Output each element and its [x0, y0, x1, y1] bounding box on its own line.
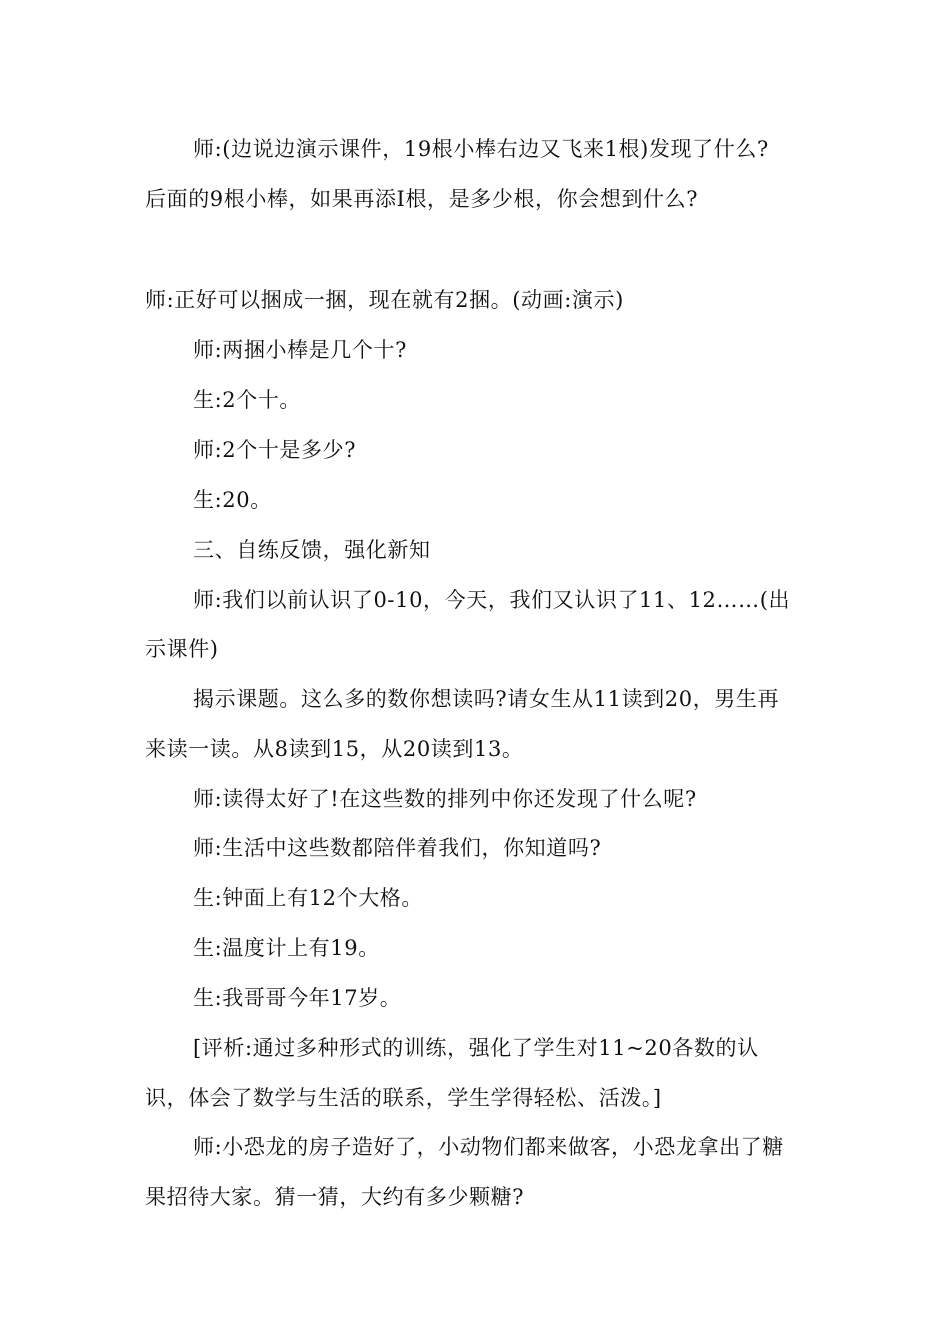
- paragraph-line: 师:正好可以捆成一捆，现在就有2捆。(动画:演示): [145, 288, 624, 312]
- paragraph-line: 生:2个十。: [193, 388, 302, 412]
- paragraph-line: 师:两捆小棒是几个十?: [193, 338, 407, 362]
- paragraph-line: 师:2个十是多少?: [193, 438, 357, 462]
- paragraph-line: 生:温度计上有19。: [193, 936, 380, 960]
- paragraph-line: 师:生活中这些数都陪伴着我们，你知道吗?: [193, 836, 602, 860]
- paragraph-line: 果招待大家。猜一猜，大约有多少颗糖?: [145, 1185, 525, 1209]
- paragraph-line: 揭示课题。这么多的数你想读吗?请女生从11读到20，男生再: [193, 687, 780, 711]
- commentary-line: [评析:通过多种形式的训练，强化了学生对11~20各数的认: [193, 1036, 759, 1060]
- paragraph-line: 生:钟面上有12个大格。: [193, 886, 423, 910]
- paragraph-line: 来读一读。从8读到15，从20读到13。: [145, 737, 524, 761]
- paragraph-line: 师:小恐龙的房子造好了，小动物们都来做客，小恐龙拿出了糖: [193, 1135, 784, 1159]
- paragraph-line: 师:我们以前认识了0-10，今天，我们又认识了11、12……(出: [193, 588, 791, 612]
- paragraph-line: 生:20。: [193, 488, 272, 512]
- commentary-line: 识，体会了数学与生活的联系，学生学得轻松、活泼。]: [145, 1086, 662, 1110]
- paragraph-line: 师:(边说边演示课件，19根小棒右边又飞来1根)发现了什么?: [193, 137, 769, 161]
- paragraph-line: 示课件): [145, 637, 219, 661]
- section-heading: 三、自练反馈，强化新知: [193, 538, 431, 562]
- paragraph-line: 师:读得太好了!在这些数的排列中你还发现了什么呢?: [193, 787, 697, 811]
- paragraph-line: 生:我哥哥今年17岁。: [193, 986, 402, 1010]
- paragraph-line: 后面的9根小棒，如果再添I根，是多少根，你会想到什么?: [145, 187, 699, 211]
